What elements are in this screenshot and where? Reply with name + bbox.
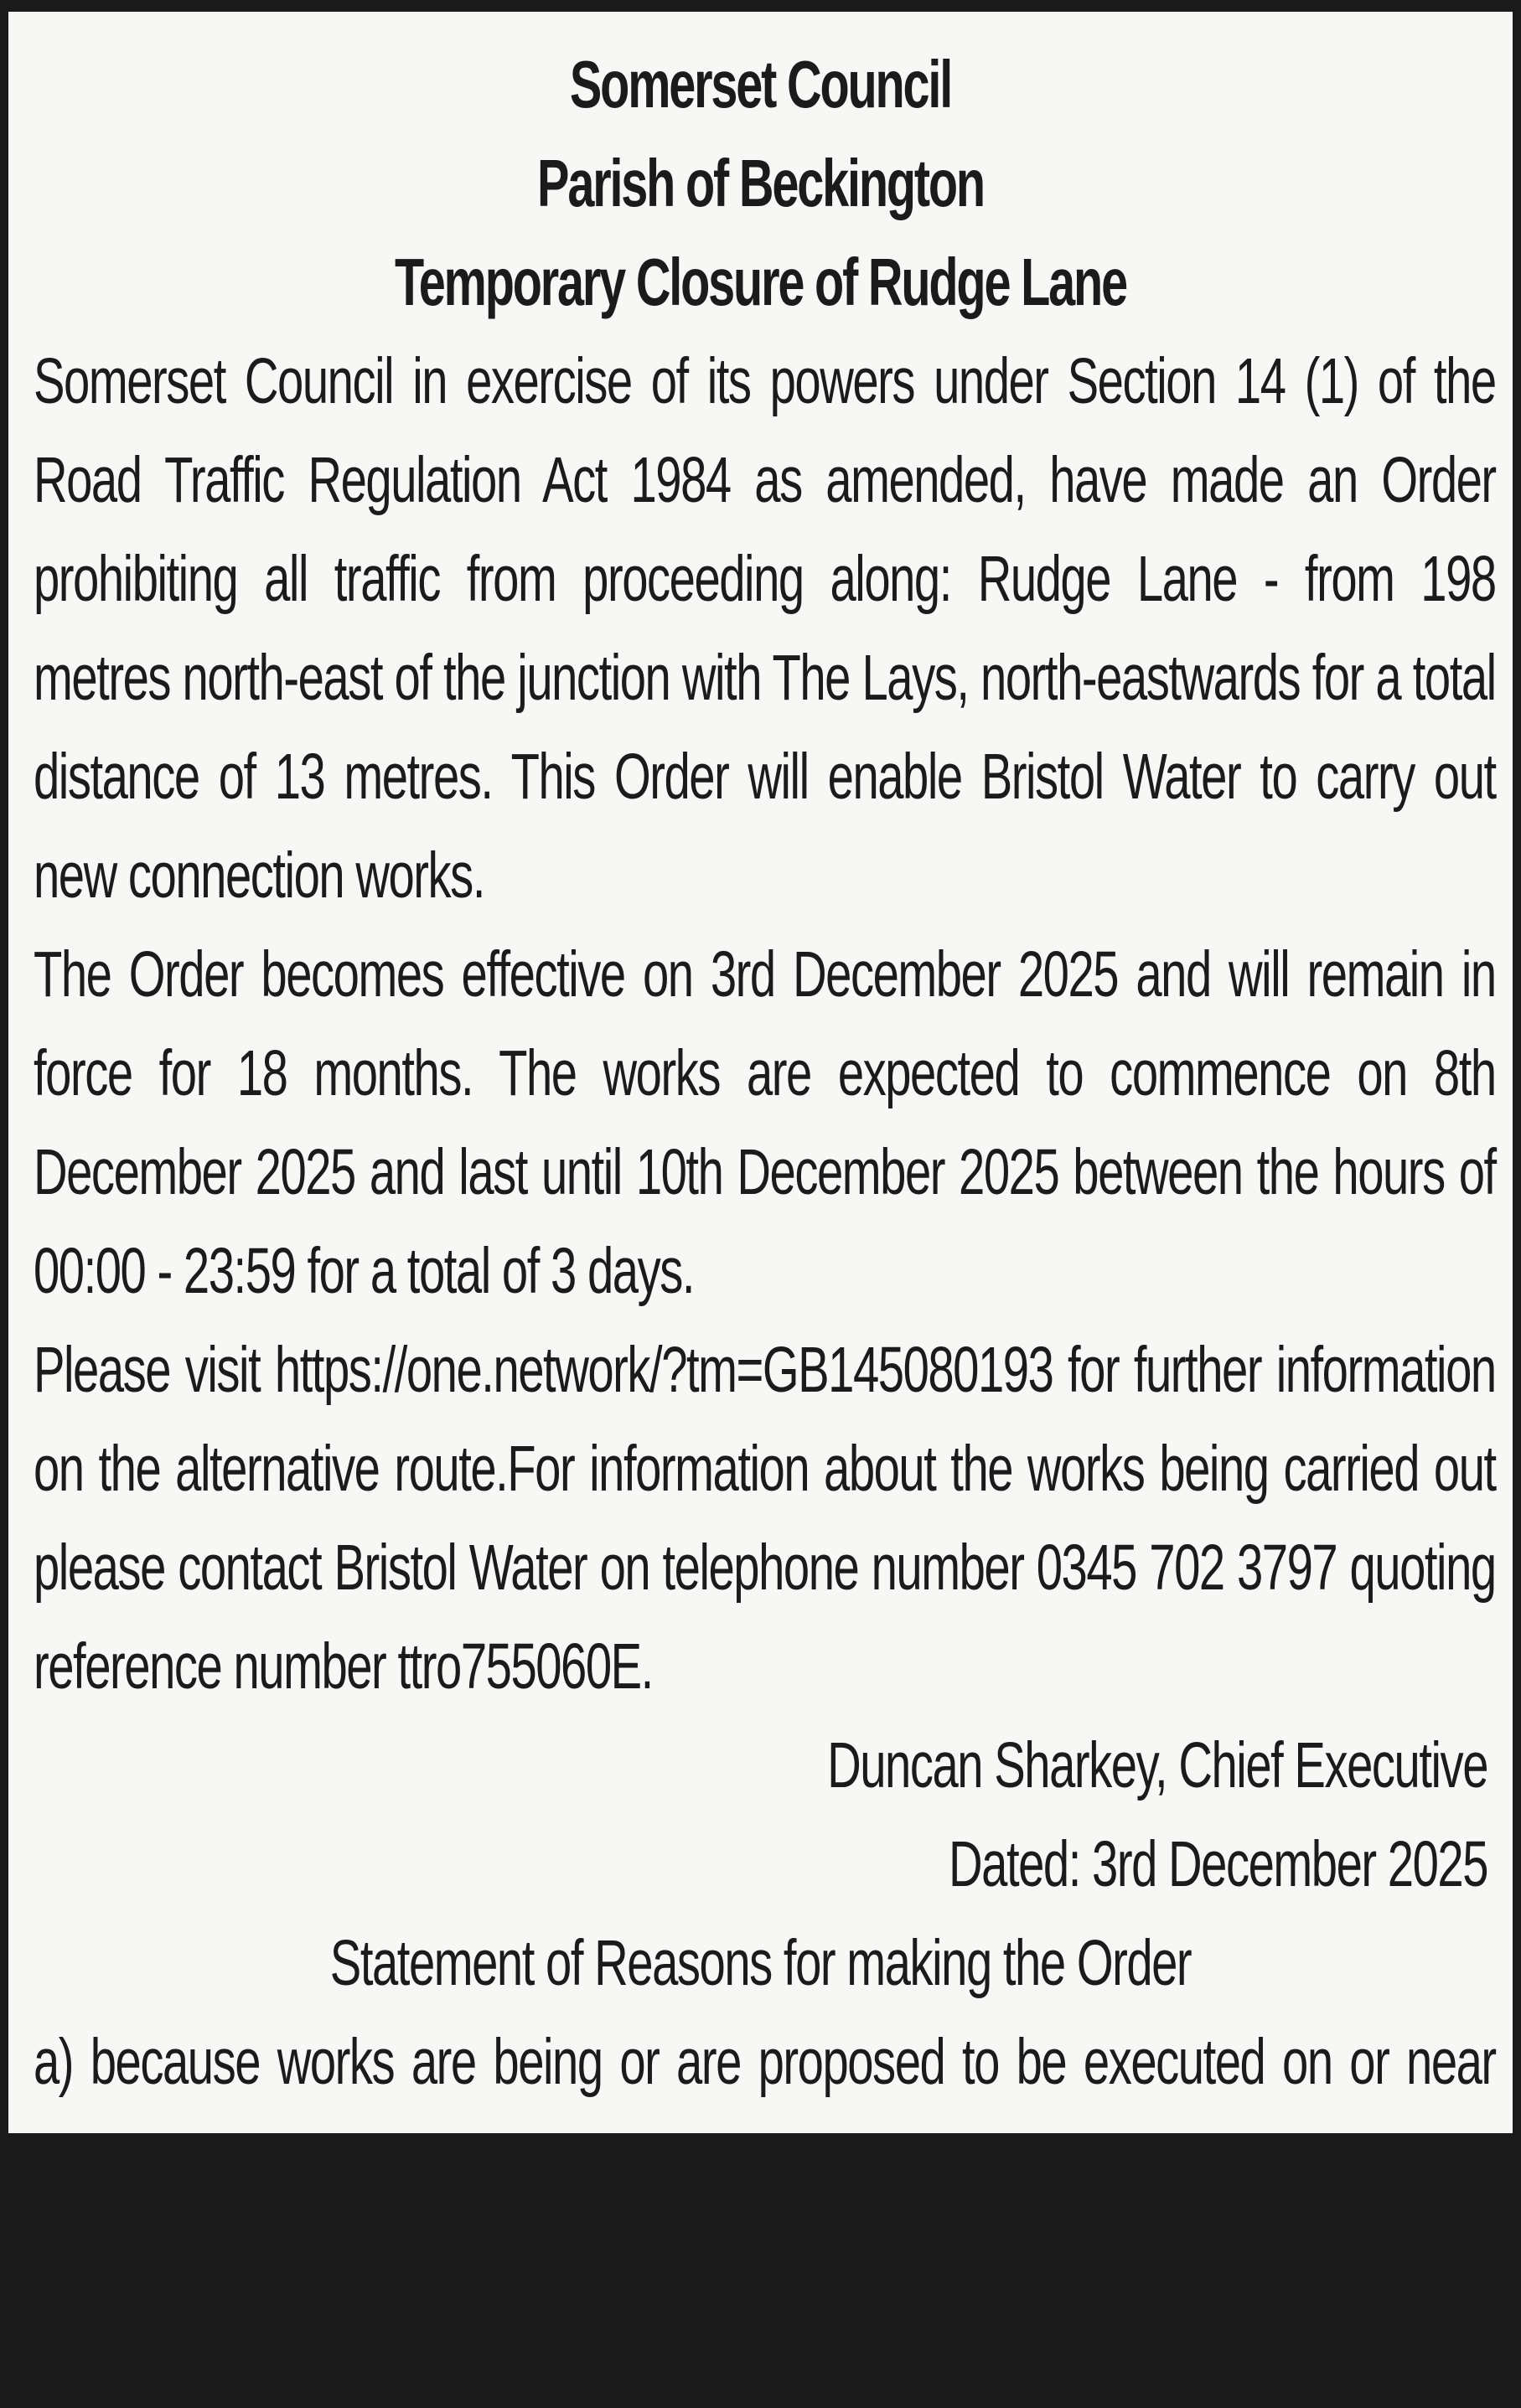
public-notice — [8, 12, 1513, 2395]
reason-b: b) because of the likelihood of danger to the public, or of serious damage to the road, which is not attributable to such works. — [34, 2224, 1496, 2395]
reasons-list — [34, 2013, 1496, 2408]
council-heading: Somerset Council — [569, 47, 952, 121]
notice-body — [34, 332, 1496, 1716]
dated-line: Dated: 3rd December 2025 — [949, 1828, 1487, 1900]
signatory: Duncan Sharkey, Chief Executive — [827, 1729, 1487, 1801]
reason-a: a) because works are being or are proposed to be executed on or near the road; or — [34, 2026, 1496, 2197]
order-paragraph: Somerset Council in exercise of its powers under Section 14 (1) of the Road Traffic Regulation Act 1984 as amended, have made an Order prohibiting all traffic from proceeding along: Rudge Lane - from 198 metres north-east of the junction with The Lays, north-eastwards for a total distance of 13 metres. This Order will enable Bristol Water to carry out new connection works. — [34, 345, 1496, 912]
effective-dates-paragraph: The Order becomes effective on 3rd December 2025 and will remain in force for 18 months. The works are expected to commence on 8th December 2025 and last until 10th December 2025 between the hours of 00:00 - 23:59 for a total of 3 days. — [34, 938, 1496, 1307]
parish-heading: Parish of Beckington — [537, 146, 984, 220]
reasons-heading: Statement of Reasons for making the Order — [329, 1927, 1192, 1999]
contact-paragraph: Please visit https://one.network/?tm=GB145080193 for further information on the alternative route.For information about the works being carried out please contact Bristol Water on telephone number 0345 702 3797 quoting reference number ttro755060E. — [34, 1334, 1496, 1703]
notice-title: Temporary Closure of Rudge Lane — [395, 245, 1126, 319]
